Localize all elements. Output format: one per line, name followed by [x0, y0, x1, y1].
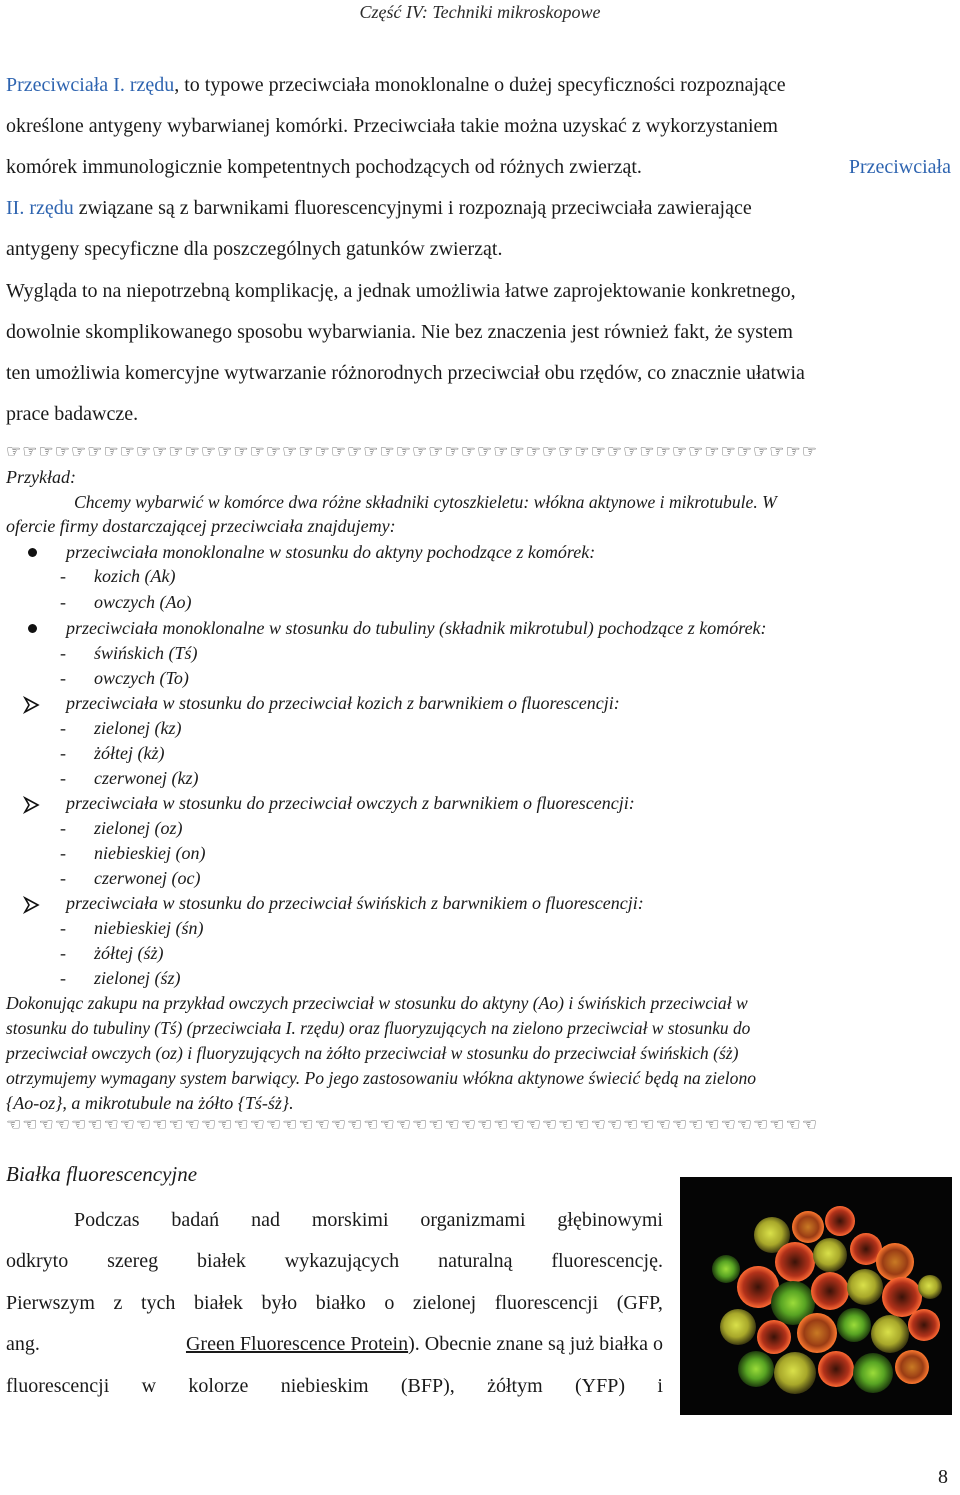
- sub-item: świńskich (Tś): [94, 643, 198, 663]
- example-conclusion: Dokonując zakupu na przykład owczych przeciwciał w stosunku do aktyny (Ao) i świńskich przeciwciał w: [6, 993, 748, 1013]
- word: niebieskim: [280, 1375, 369, 1397]
- list-item: przeciwciała monoklonalne w stosunku do aktyny pochodzące z komórek:: [66, 542, 596, 562]
- example-conclusion: przeciwciał owczych (oz) i fluoryzujących na żółto przeciwciał w stosunku do przeciwciał świńskich (śż): [6, 1043, 739, 1063]
- word: kolorze: [188, 1375, 249, 1397]
- list-item: przeciwciała w stosunku do przeciwciał świńskich z barwnikiem o fluorescencji:: [66, 893, 644, 913]
- sub-item: żółtej (śż): [94, 943, 164, 963]
- arrow-bullet-icon: [22, 895, 42, 915]
- fluorescence-microscopy-image: [680, 1177, 952, 1415]
- word: (BFP),: [400, 1375, 455, 1397]
- word: organizmami: [420, 1209, 526, 1231]
- dash-icon: -: [60, 668, 66, 688]
- page-number: 8: [938, 1466, 948, 1488]
- gfp-name-link: Green Fluorescence Protein: [185, 1333, 409, 1355]
- dash-icon: -: [60, 592, 66, 612]
- sub-item: owczych (To): [94, 668, 189, 688]
- example-label: Przykład:: [6, 467, 76, 487]
- word: odkryto: [6, 1250, 69, 1272]
- example-conclusion: otrzymujemy wymagany system barwiący. Po jego zastosowaniu włókna aktynowe świecić będą na zielono: [6, 1068, 757, 1088]
- word: Pierwszym: [6, 1292, 95, 1314]
- sub-item: niebieskiej (śn): [94, 918, 204, 938]
- paragraph-line: [74, 1209, 663, 1232]
- sub-item: niebieskiej (on): [94, 843, 206, 863]
- paragraph-line: dowolnie skomplikowanego sposobu wybarwiania. Nie bez znaczenia jest również fakt, że system: [6, 321, 793, 343]
- dash-icon: -: [60, 968, 66, 988]
- pointing-hand-divider: ☞☞☞☞☞☞☞☞☞☞☞☞☞☞☞☞☞☞☞☞☞☞☞☞☞☞☞☞☞☞☞☞☞☞☞☞☞☞☞☞☞☞☞☞☞☞☞☞☞☞: [6, 442, 819, 461]
- pointing-hand-divider: ☜☜☜☜☜☜☜☜☜☜☜☜☜☜☜☜☜☜☜☜☜☜☜☜☜☜☜☜☜☜☜☜☜☜☜☜☜☜☜☜☜☜☜☜☜☜☜☜☜☜: [6, 1115, 819, 1134]
- sub-item: czerwonej (kz): [94, 768, 199, 788]
- dash-icon: -: [60, 943, 66, 963]
- sub-item: zielonej (oz): [94, 818, 183, 838]
- word: tych: [141, 1292, 176, 1314]
- example-conclusion: stosunku do tubuliny (Tś) (przeciwciała I. rzędu) oraz fluoryzujących na zielono przeciwciał w stosunku do: [6, 1018, 751, 1038]
- dash-icon: -: [60, 918, 66, 938]
- dash-icon: -: [60, 718, 66, 738]
- sub-item: zielonej (śz): [94, 968, 181, 988]
- sub-item: czerwonej (oc): [94, 868, 201, 888]
- word: i: [657, 1375, 663, 1397]
- word: fluorescencję.: [551, 1250, 663, 1272]
- word: fluorescencji: [494, 1292, 599, 1314]
- paragraph-line: komórek immunologicznie kompetentnych pochodzących od różnych zwierząt. Przeciwciała: [6, 156, 951, 178]
- word: w: [141, 1375, 157, 1397]
- word: żółtym: [487, 1375, 543, 1397]
- example-intro: Chcemy wybarwić w komórce dwa różne składniki cytoszkieletu: włókna aktynowe i mikrotubule. W: [74, 492, 777, 512]
- running-header: Część IV: Techniki mikroskopowe: [359, 2, 601, 22]
- paragraph-line: [6, 1250, 663, 1273]
- term-highlight: II. rzędu: [6, 197, 74, 219]
- sub-item: zielonej (kz): [94, 718, 182, 738]
- word: nad: [251, 1209, 280, 1231]
- dash-icon: -: [60, 566, 66, 586]
- word: białko: [315, 1292, 366, 1314]
- word: wykazujących: [284, 1250, 400, 1272]
- paragraph-line: [6, 1375, 663, 1398]
- word: z: [113, 1292, 123, 1314]
- word: naturalną: [438, 1250, 513, 1272]
- paragraph-line: [6, 1292, 663, 1315]
- dash-icon: -: [60, 743, 66, 763]
- paragraph-line: antygeny specyficzne dla poszczególnych gatunków zwierząt.: [6, 238, 503, 260]
- word: o: [384, 1292, 395, 1314]
- word: morskimi: [311, 1209, 389, 1231]
- word: Podczas: [74, 1209, 140, 1231]
- dash-icon: -: [60, 843, 66, 863]
- example-conclusion: {Ao-oz}, a mikrotubule na żółto {Tś-śż}.: [6, 1093, 294, 1113]
- word: (GFP,: [616, 1292, 663, 1314]
- word: badań: [171, 1209, 220, 1231]
- dash-icon: -: [60, 643, 66, 663]
- paragraph-line: ang. Green Fluorescence Protein). Obecnie znane są już białka o: [6, 1333, 663, 1355]
- sub-item: owczych (Ao): [94, 592, 192, 612]
- word: fluorescencji: [6, 1375, 110, 1397]
- arrow-bullet-icon: [22, 795, 42, 815]
- paragraph-line: określone antygeny wybarwianej komórki. Przeciwciała takie można uzyskać z wykorzystaniem: [6, 115, 778, 137]
- list-item: przeciwciała w stosunku do przeciwciał kozich z barwnikiem o fluorescencji:: [66, 693, 620, 713]
- word: zielonej: [412, 1292, 477, 1314]
- example-intro: ofercie firmy dostarczającej przeciwciała znajdujemy:: [6, 516, 396, 536]
- list-item: przeciwciała w stosunku do przeciwciał owczych z barwnikiem o fluorescencji:: [66, 793, 635, 813]
- term-highlight: Przeciwciała I. rzędu: [6, 74, 175, 96]
- dash-icon: -: [60, 868, 66, 888]
- sub-item: żółtej (kż): [94, 743, 165, 763]
- paragraph-line: II. rzędu związane są z barwnikami fluorescencyjnymi i rozpoznają przeciwciała zawierające: [6, 197, 752, 219]
- arrow-bullet-icon: [22, 695, 42, 715]
- word: szereg: [107, 1250, 159, 1272]
- paragraph-line: ten umożliwia komercyjne wytwarzanie różnorodnych przeciwciał obu rzędów, co znacznie ułatwia: [6, 362, 805, 384]
- word: głębinowymi: [557, 1209, 663, 1231]
- word: (YFP): [575, 1375, 626, 1397]
- bullet-icon: [28, 624, 37, 633]
- list-item: przeciwciała monoklonalne w stosunku do tubuliny (składnik mikrotubul) pochodzące z komórek:: [66, 618, 767, 638]
- paragraph-line: Wygląda to na niepotrzebną komplikację, a jednak umożliwia łatwe zaprojektowanie konkretnego,: [6, 280, 796, 302]
- paragraph-line: Przeciwciała I. rzędu, to typowe przeciwciała monoklonalne o dużej specyficzności rozpoznające: [6, 74, 786, 96]
- dash-icon: -: [60, 768, 66, 788]
- word: było: [261, 1292, 298, 1314]
- bullet-icon: [28, 548, 37, 557]
- sub-item: kozich (Ak): [94, 566, 176, 586]
- term-highlight: Przeciwciała: [848, 156, 951, 178]
- paragraph-line: prace badawcze.: [6, 403, 139, 425]
- word: białek: [197, 1250, 246, 1272]
- dash-icon: -: [60, 818, 66, 838]
- section-title: Białka fluorescencyjne: [6, 1162, 198, 1186]
- word: białek: [194, 1292, 243, 1314]
